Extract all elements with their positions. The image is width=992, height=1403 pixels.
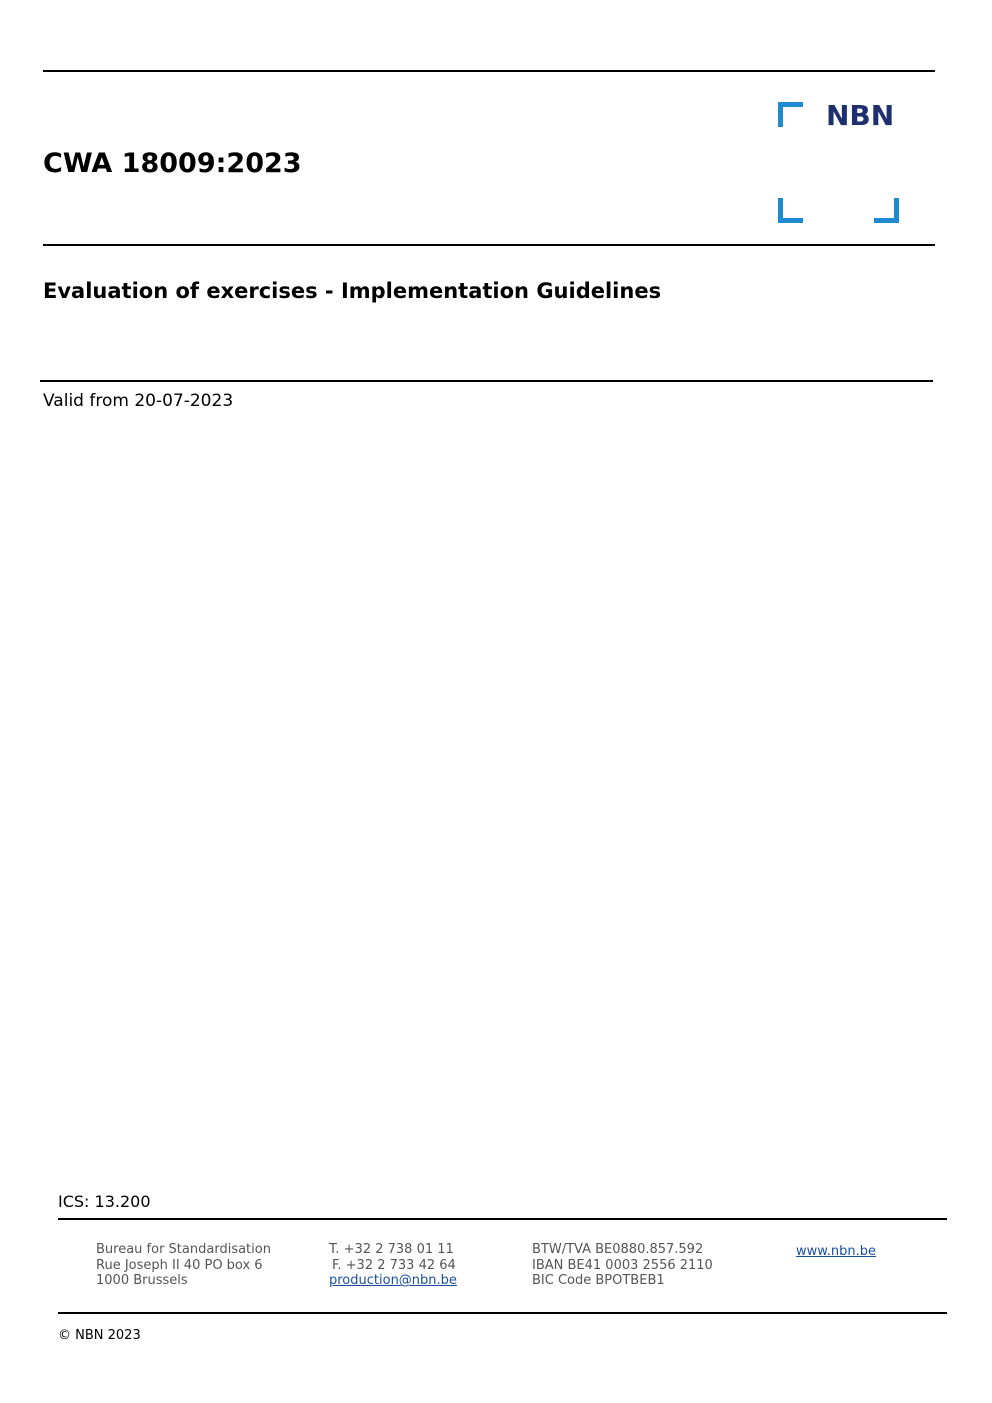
document-title: Evaluation of exercises - Implementation Guidelines <box>43 279 662 303</box>
iban-number: IBAN BE41 0003 2556 2110 <box>532 1257 713 1273</box>
footer-bottom-divider <box>58 1312 947 1314</box>
bic-code: BIC Code BPOTBEB1 <box>532 1273 665 1289</box>
title-divider <box>43 244 935 246</box>
logo-corner-bottom-right <box>874 198 899 223</box>
top-divider <box>43 70 935 72</box>
address-line: Bureau for Standardisation <box>96 1242 271 1257</box>
footer-contact <box>329 1242 457 1289</box>
nbn-logo <box>776 100 902 224</box>
address-line: 1000 Brussels <box>96 1273 188 1289</box>
footer-address <box>96 1242 271 1289</box>
copyright-notice: © NBN 2023 <box>58 1328 141 1343</box>
phone-number: T. +32 2 738 01 11 <box>329 1242 454 1257</box>
valid-from-date: Valid from 20-07-2023 <box>43 391 234 411</box>
ics-code: ICS: 13.200 <box>58 1192 151 1211</box>
footer-website <box>796 1244 876 1260</box>
address-line: Rue Joseph II 40 PO box 6 <box>96 1257 263 1273</box>
logo-corner-bottom-left <box>778 198 803 223</box>
footer-banking <box>532 1242 713 1289</box>
website-link[interactable]: www.nbn.be <box>796 1244 876 1259</box>
email-link[interactable]: production@nbn.be <box>329 1273 457 1289</box>
footer-top-divider <box>58 1218 947 1220</box>
vat-number: BTW/TVA BE0880.857.592 <box>532 1242 704 1257</box>
document-number: CWA 18009:2023 <box>43 148 302 179</box>
logo-corner-top-left <box>778 102 803 127</box>
fax-number: F. +32 2 733 42 64 <box>332 1257 456 1273</box>
validity-divider <box>40 380 933 382</box>
logo-wordmark: NBN <box>826 99 895 132</box>
